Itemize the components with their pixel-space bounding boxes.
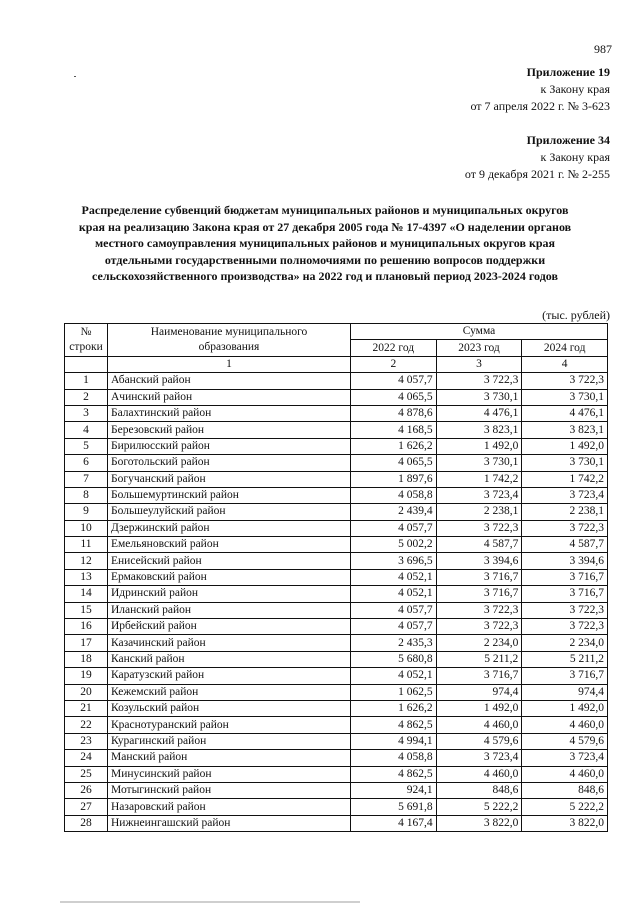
amount-2022: 4 057,7 bbox=[351, 520, 437, 536]
appendix-34-header bbox=[465, 132, 610, 183]
scan-speck bbox=[74, 76, 76, 77]
table-body bbox=[65, 373, 608, 832]
municipality-name: Дзержинский район bbox=[108, 520, 351, 536]
table-row bbox=[65, 700, 608, 716]
table-row bbox=[65, 717, 608, 733]
amount-2024: 4 460,0 bbox=[522, 717, 608, 733]
municipality-name: Емельяновский район bbox=[108, 537, 351, 553]
col-number-header bbox=[65, 324, 108, 357]
appendix-19-line1: к Закону края bbox=[540, 82, 610, 96]
col-name-header bbox=[108, 324, 351, 357]
amount-2024: 1 742,2 bbox=[522, 471, 608, 487]
amount-2023: 2 238,1 bbox=[436, 504, 522, 520]
table-row bbox=[65, 471, 608, 487]
row-number: 8 bbox=[65, 487, 108, 503]
amount-2024: 3 723,4 bbox=[522, 487, 608, 503]
table-row bbox=[65, 422, 608, 438]
amount-2023: 3 716,7 bbox=[436, 586, 522, 602]
amount-2022: 2 435,3 bbox=[351, 635, 437, 651]
appendix-34-title: Приложение 34 bbox=[526, 133, 610, 147]
amount-2024: 3 722,3 bbox=[522, 373, 608, 389]
municipality-name: Большеулуйский район bbox=[108, 504, 351, 520]
amount-2024: 3 723,4 bbox=[522, 750, 608, 766]
amount-2024: 3 716,7 bbox=[522, 668, 608, 684]
row-number: 22 bbox=[65, 717, 108, 733]
row-number: 6 bbox=[65, 455, 108, 471]
amount-2023: 3 730,1 bbox=[436, 389, 522, 405]
row-number: 27 bbox=[65, 799, 108, 815]
amount-2023: 3 394,6 bbox=[436, 553, 522, 569]
amount-2023: 4 460,0 bbox=[436, 717, 522, 733]
amount-2022: 1 062,5 bbox=[351, 684, 437, 700]
amount-2024: 3 823,1 bbox=[522, 422, 608, 438]
amount-2022: 4 878,6 bbox=[351, 405, 437, 421]
amount-2024: 1 492,0 bbox=[522, 700, 608, 716]
amount-2023: 974,4 bbox=[436, 684, 522, 700]
row-number: 19 bbox=[65, 668, 108, 684]
amount-2022: 1 897,6 bbox=[351, 471, 437, 487]
amount-2022: 5 691,8 bbox=[351, 799, 437, 815]
page-number: 987 bbox=[594, 42, 612, 56]
amount-2022: 5 002,2 bbox=[351, 537, 437, 553]
title-line: местного самоуправления муниципальных районов и муниципальных округов края bbox=[94, 236, 556, 250]
amount-2024: 4 476,1 bbox=[522, 405, 608, 421]
amount-2023: 4 476,1 bbox=[436, 405, 522, 421]
amount-2024: 1 492,0 bbox=[522, 438, 608, 454]
amount-2023: 3 723,4 bbox=[436, 750, 522, 766]
table-row bbox=[65, 799, 608, 815]
amount-2022: 4 052,1 bbox=[351, 569, 437, 585]
col-name-header-l1: Наименование муниципального bbox=[150, 325, 308, 338]
table-row bbox=[65, 504, 608, 520]
year-2023-header: 2023 год bbox=[436, 340, 522, 356]
amount-2022: 4 058,8 bbox=[351, 750, 437, 766]
col-name-header-l2: образования bbox=[198, 340, 260, 353]
year-2024-header: 2024 год bbox=[522, 340, 608, 356]
amount-2022: 4 057,7 bbox=[351, 602, 437, 618]
amount-2024: 4 579,6 bbox=[522, 733, 608, 749]
row-number: 20 bbox=[65, 684, 108, 700]
amount-2022: 4 065,5 bbox=[351, 389, 437, 405]
row-number: 7 bbox=[65, 471, 108, 487]
amount-2023: 3 823,1 bbox=[436, 422, 522, 438]
municipality-name: Кежемский район bbox=[108, 684, 351, 700]
amount-2023: 3 822,0 bbox=[436, 815, 522, 831]
amount-2024: 3 722,3 bbox=[522, 602, 608, 618]
index-cell: 3 bbox=[436, 356, 522, 372]
municipality-name: Ачинский район bbox=[108, 389, 351, 405]
amount-2022: 3 696,5 bbox=[351, 553, 437, 569]
subsidy-table bbox=[64, 323, 608, 832]
amount-2023: 1 492,0 bbox=[436, 700, 522, 716]
col-number-header-l1: № bbox=[80, 325, 92, 338]
amount-2024: 2 234,0 bbox=[522, 635, 608, 651]
appendix-34-line2: от 9 декабря 2021 г. № 2-255 bbox=[464, 167, 610, 181]
row-number: 16 bbox=[65, 619, 108, 635]
amount-2024: 4 460,0 bbox=[522, 766, 608, 782]
table-row bbox=[65, 487, 608, 503]
amount-2023: 3 716,7 bbox=[436, 668, 522, 684]
document-title bbox=[40, 202, 610, 285]
municipality-name: Краснотуранский район bbox=[108, 717, 351, 733]
municipality-name: Идринский район bbox=[108, 586, 351, 602]
municipality-name: Березовский район bbox=[108, 422, 351, 438]
index-cell: 1 bbox=[108, 356, 351, 372]
row-number: 2 bbox=[65, 389, 108, 405]
index-cell: 2 bbox=[351, 356, 437, 372]
municipality-name: Балахтинский район bbox=[108, 405, 351, 421]
table-row bbox=[65, 373, 608, 389]
scan-edge-artifact bbox=[60, 901, 360, 903]
amount-2023: 2 234,0 bbox=[436, 635, 522, 651]
amount-2022: 5 680,8 bbox=[351, 651, 437, 667]
municipality-name: Манский район bbox=[108, 750, 351, 766]
amount-2023: 3 722,3 bbox=[436, 602, 522, 618]
municipality-name: Назаровский район bbox=[108, 799, 351, 815]
table-row bbox=[65, 569, 608, 585]
amount-2023: 4 587,7 bbox=[436, 537, 522, 553]
amount-2023: 4 460,0 bbox=[436, 766, 522, 782]
amount-2022: 4 168,5 bbox=[351, 422, 437, 438]
table-row bbox=[65, 766, 608, 782]
table-row bbox=[65, 602, 608, 618]
amount-2022: 4 058,8 bbox=[351, 487, 437, 503]
amount-2023: 3 723,4 bbox=[436, 487, 522, 503]
table-row bbox=[65, 750, 608, 766]
municipality-name: Минусинский район bbox=[108, 766, 351, 782]
amount-2024: 848,6 bbox=[522, 782, 608, 798]
row-number: 28 bbox=[65, 815, 108, 831]
appendix-19-line2: от 7 апреля 2022 г. № 3-623 bbox=[470, 99, 610, 113]
header-row bbox=[65, 324, 608, 340]
municipality-name: Казачинский район bbox=[108, 635, 351, 651]
table-row bbox=[65, 438, 608, 454]
row-number: 17 bbox=[65, 635, 108, 651]
table-row bbox=[65, 651, 608, 667]
table-row bbox=[65, 635, 608, 651]
amount-2022: 4 862,5 bbox=[351, 766, 437, 782]
index-row bbox=[65, 356, 608, 372]
municipality-name: Мотыгинский район bbox=[108, 782, 351, 798]
municipality-name: Енисейский район bbox=[108, 553, 351, 569]
appendix-34-line1: к Закону края bbox=[540, 150, 610, 164]
row-number: 4 bbox=[65, 422, 108, 438]
table-row bbox=[65, 537, 608, 553]
municipality-name: Абанский район bbox=[108, 373, 351, 389]
amount-2022: 1 626,2 bbox=[351, 438, 437, 454]
amount-2023: 3 716,7 bbox=[436, 569, 522, 585]
row-number: 25 bbox=[65, 766, 108, 782]
appendix-19-header bbox=[470, 64, 610, 115]
title-line: Распределение субвенций бюджетам муниципальных районов и муниципальных округов bbox=[81, 203, 569, 217]
title-line: отдельными государственными полномочиями по решению вопросов поддержки bbox=[104, 252, 546, 267]
row-number: 3 bbox=[65, 405, 108, 421]
amount-2022: 4 994,1 bbox=[351, 733, 437, 749]
row-number: 18 bbox=[65, 651, 108, 667]
amount-2023: 1 742,2 bbox=[436, 471, 522, 487]
amount-2022: 4 052,1 bbox=[351, 668, 437, 684]
municipality-name: Бирилюсский район bbox=[108, 438, 351, 454]
municipality-name: Иланский район bbox=[108, 602, 351, 618]
municipality-name: Канский район bbox=[108, 651, 351, 667]
amount-2022: 4 052,1 bbox=[351, 586, 437, 602]
row-number: 5 bbox=[65, 438, 108, 454]
amount-2024: 3 716,7 bbox=[522, 586, 608, 602]
amount-2024: 5 211,2 bbox=[522, 651, 608, 667]
col-sum-header: Сумма bbox=[351, 324, 608, 340]
amount-2023: 848,6 bbox=[436, 782, 522, 798]
amount-2024: 3 722,3 bbox=[522, 619, 608, 635]
row-number: 21 bbox=[65, 700, 108, 716]
col-number-header-l2: строки bbox=[69, 340, 103, 353]
amount-2023: 4 579,6 bbox=[436, 733, 522, 749]
title-line: сельскохозяйственного производства» на 2022 год и плановый период 2023-2024 годов bbox=[92, 269, 558, 283]
table-row bbox=[65, 455, 608, 471]
amount-2023: 3 722,3 bbox=[436, 373, 522, 389]
amount-2023: 3 722,3 bbox=[436, 619, 522, 635]
amount-2024: 2 238,1 bbox=[522, 504, 608, 520]
table-row bbox=[65, 668, 608, 684]
amount-2024: 3 716,7 bbox=[522, 569, 608, 585]
municipality-name: Богучанский район bbox=[108, 471, 351, 487]
amount-2024: 5 222,2 bbox=[522, 799, 608, 815]
table-row bbox=[65, 619, 608, 635]
amount-2024: 3 730,1 bbox=[522, 455, 608, 471]
table-row bbox=[65, 389, 608, 405]
amount-2022: 4 862,5 bbox=[351, 717, 437, 733]
row-number: 12 bbox=[65, 553, 108, 569]
row-number: 10 bbox=[65, 520, 108, 536]
municipality-name: Курагинский район bbox=[108, 733, 351, 749]
row-number: 24 bbox=[65, 750, 108, 766]
amount-2024: 4 587,7 bbox=[522, 537, 608, 553]
units-label: (тыс. рублей) bbox=[542, 308, 610, 322]
table-row bbox=[65, 733, 608, 749]
municipality-name: Ермаковский район bbox=[108, 569, 351, 585]
index-cell: 4 bbox=[522, 356, 608, 372]
amount-2022: 4 057,7 bbox=[351, 373, 437, 389]
table-row bbox=[65, 405, 608, 421]
amount-2024: 974,4 bbox=[522, 684, 608, 700]
amount-2023: 5 211,2 bbox=[436, 651, 522, 667]
amount-2022: 4 057,7 bbox=[351, 619, 437, 635]
row-number: 26 bbox=[65, 782, 108, 798]
amount-2022: 4 167,4 bbox=[351, 815, 437, 831]
amount-2022: 2 439,4 bbox=[351, 504, 437, 520]
table-row bbox=[65, 815, 608, 831]
index-cell bbox=[65, 356, 108, 372]
amount-2022: 4 065,5 bbox=[351, 455, 437, 471]
amount-2024: 3 394,6 bbox=[522, 553, 608, 569]
amount-2023: 3 730,1 bbox=[436, 455, 522, 471]
amount-2023: 3 722,3 bbox=[436, 520, 522, 536]
row-number: 15 bbox=[65, 602, 108, 618]
municipality-name: Ирбейский район bbox=[108, 619, 351, 635]
amount-2022: 1 626,2 bbox=[351, 700, 437, 716]
table-row bbox=[65, 684, 608, 700]
table-row bbox=[65, 586, 608, 602]
table-row bbox=[65, 520, 608, 536]
table-row bbox=[65, 553, 608, 569]
appendix-19-title: Приложение 19 bbox=[526, 65, 610, 79]
municipality-name: Каратузский район bbox=[108, 668, 351, 684]
row-number: 1 bbox=[65, 373, 108, 389]
row-number: 14 bbox=[65, 586, 108, 602]
municipality-name: Боготольский район bbox=[108, 455, 351, 471]
amount-2024: 3 722,3 bbox=[522, 520, 608, 536]
amount-2024: 3 730,1 bbox=[522, 389, 608, 405]
municipality-name: Козульский район bbox=[108, 700, 351, 716]
row-number: 9 bbox=[65, 504, 108, 520]
municipality-name: Нижнеингашский район bbox=[108, 815, 351, 831]
title-line: края на реализацию Закона края от 27 декабря 2005 года № 17-4397 «О наделении органов bbox=[78, 219, 572, 234]
municipality-name: Большемуртинский район bbox=[108, 487, 351, 503]
amount-2023: 5 222,2 bbox=[436, 799, 522, 815]
amount-2022: 924,1 bbox=[351, 782, 437, 798]
table-row bbox=[65, 782, 608, 798]
year-2022-header: 2022 год bbox=[351, 340, 437, 356]
row-number: 23 bbox=[65, 733, 108, 749]
row-number: 13 bbox=[65, 569, 108, 585]
amount-2024: 3 822,0 bbox=[522, 815, 608, 831]
amount-2023: 1 492,0 bbox=[436, 438, 522, 454]
row-number: 11 bbox=[65, 537, 108, 553]
